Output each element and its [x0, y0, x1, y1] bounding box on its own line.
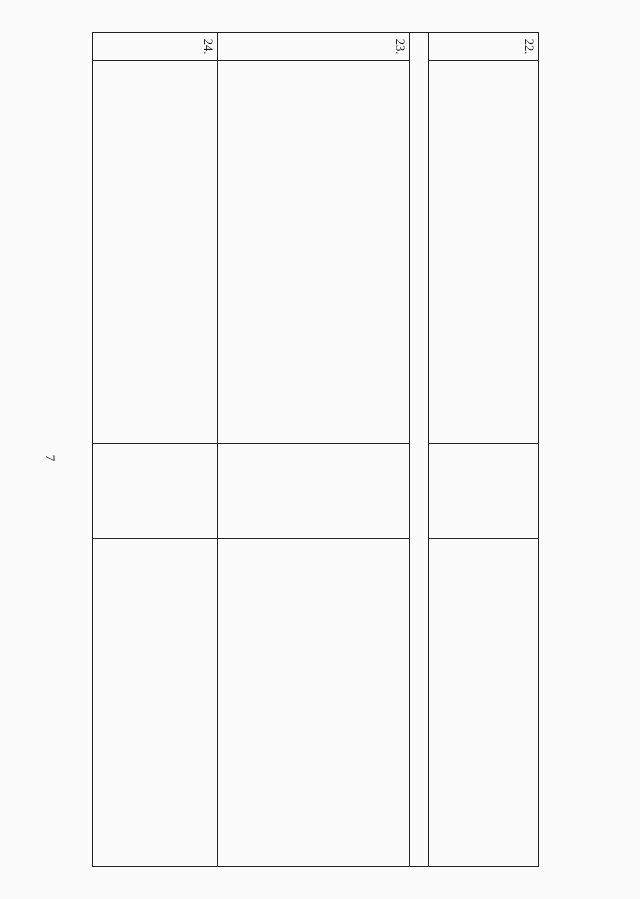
deadline-cell [218, 444, 410, 539]
deadline-cell [429, 444, 539, 539]
table-row [93, 33, 218, 867]
measure-cell [93, 61, 218, 444]
section-title [410, 33, 429, 867]
row-number-cell: 23. [218, 33, 410, 61]
table-row [429, 33, 539, 867]
measure-cell [429, 61, 539, 444]
row-number-cell: 24. [93, 33, 218, 61]
section-header-row [410, 33, 429, 867]
responsible-cell [218, 539, 410, 867]
rotated-table-wrapper [92, 32, 539, 866]
table-row [218, 33, 410, 867]
measure-cell [218, 61, 410, 444]
responsible-cell [93, 539, 218, 867]
responsible-cell [429, 539, 539, 867]
deadline-cell [93, 444, 218, 539]
page-number: 7 [43, 454, 58, 462]
row-number-cell: 22. [429, 33, 539, 61]
measures-table [92, 32, 539, 867]
